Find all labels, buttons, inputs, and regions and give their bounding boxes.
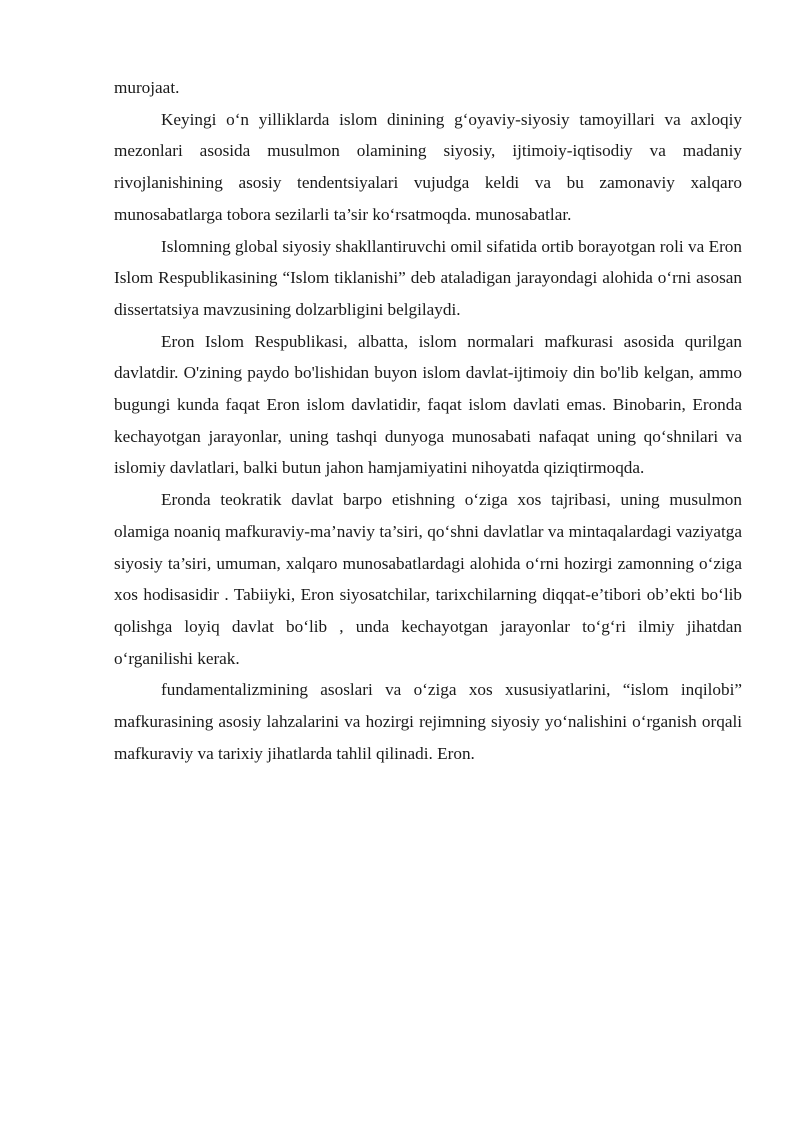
body-text xyxy=(114,72,742,769)
paragraph-6: fundamentalizmining asoslari va o‘ziga xos xususiyatlarini, “islom inqilobi” mafkurasining asosiy lahzalarini va hozirgi rejimning siyosiy yo‘nalishini o‘rganish orqali mafkuraviy va tarixiy jihatlarda tahlil qilinadi. Eron. xyxy=(114,680,742,763)
paragraph-4: Eron Islom Respublikasi, albatta, islom normalari mafkurasi asosida qurilgan davlatdir. O'zining paydo bo'lishidan buyon islom davlat-ijtimoiy din bo'lib kelgan, ammo bugungi kunda faqat Eron islom davlatidir, faqat islom davlati emas. Binobarin, Eronda kechayotgan jarayonlar, uning tashqi dunyoga munosabati nafaqat uning qo‘shnilari va islomiy davlatlari, balki butun jahon hamjamiyatini nihoyatda qiziqtirmoqda. xyxy=(114,331,742,478)
paragraph-1: murojaat. xyxy=(114,78,180,97)
paragraph-3: Islomning global siyosiy shakllantiruvchi omil sifatida ortib borayotgan roli va Eron Islom Respublikasining “Islom tiklanishi” deb ataladigan jarayondagi alohida o‘rni asosan dissertatsiya mavzusining dolzarbligini belgilaydi. xyxy=(114,236,742,319)
paragraph-2: Keyingi o‘n yilliklarda islom dinining g‘oyaviy-siyosiy tamoyillari va axloqiy mezonlari asosida musulmon olamining siyosiy, ijtimoiy-iqtisodiy va madaniy rivojlanishining asosiy tendentsiyalari vujudga keldi va bu zamonaviy xalqaro munosabatlarga tobora sezilarli ta’sir ko‘rsatmoqda. munosabatlar. xyxy=(114,109,742,224)
paragraph-5: Eronda teokratik davlat barpo etishning o‘ziga xos tajribasi, uning musulmon olamiga noaniq mafkuraviy-ma’naviy ta’siri, qo‘shni davlatlar va mintaqalardagi vaziyatga siyosiy ta’siri, umuman, xalqaro munosabatlardagi alohida o‘rni hozirgi zamonning o‘ziga xos hodisasidir . Tabiiyki, Eron siyosatchilar, tarixchilarning diqqat-e’tibori ob’ekti bo‘lib qolishga loyiq davlat bo‘lib , unda kechayotgan jarayonlar to‘g‘ri ilmiy jihatdan o‘rganilishi kerak. xyxy=(114,490,742,668)
